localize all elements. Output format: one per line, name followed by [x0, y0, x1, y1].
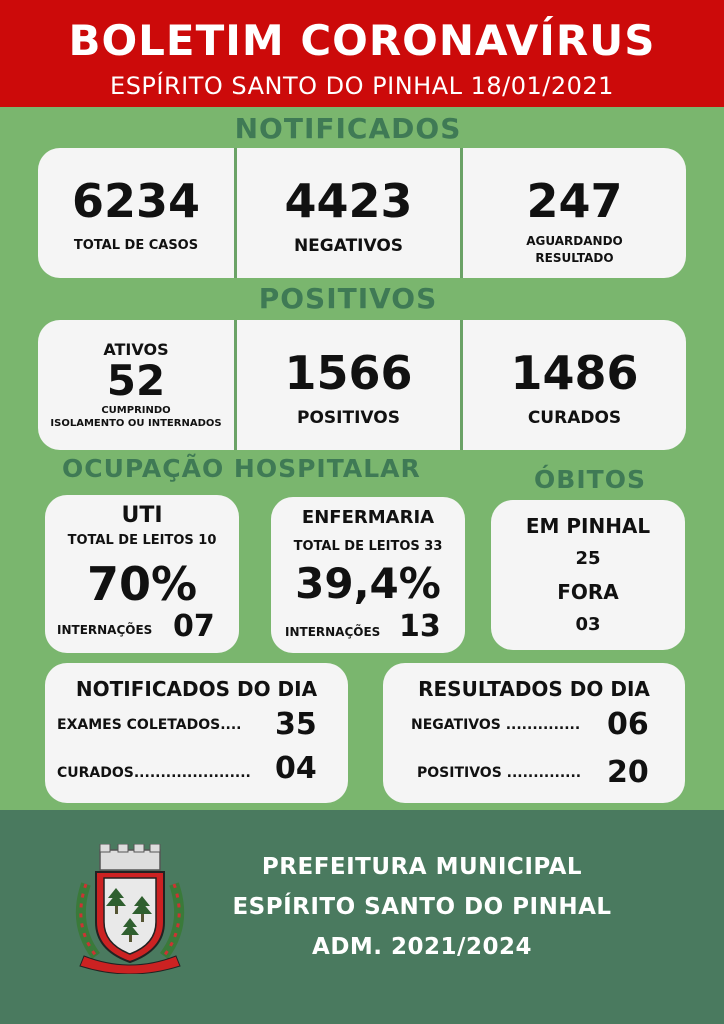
- crest-icon: [66, 844, 194, 974]
- footer: [0, 810, 724, 1024]
- resultados-negativos-value: 06: [607, 707, 649, 742]
- total-casos-value: 6234: [71, 174, 201, 228]
- enfermaria-title: ENFERMARIA: [301, 507, 435, 528]
- curados-dia-value: 04: [275, 751, 317, 786]
- curados-cell: [463, 346, 686, 428]
- resultados-dia-card: [383, 663, 685, 803]
- negativos-label: NEGATIVOS: [293, 236, 404, 256]
- total-casos-cell: [38, 174, 234, 253]
- curados-label: CURADOS: [527, 408, 622, 428]
- aguardando-label-line2: RESULTADO: [535, 251, 614, 265]
- footer-line-3: ADM. 2021/2024: [312, 934, 532, 960]
- page-subtitle: ESPÍRITO SANTO DO PINHAL 18/01/2021: [110, 72, 614, 100]
- obitos-fora-value: 03: [575, 614, 601, 635]
- negativos-cell: [237, 174, 460, 256]
- ativos-cell: [38, 340, 234, 429]
- notificados-dia-title: NOTIFICADOS DO DIA: [75, 677, 318, 701]
- enfermaria-leitos: TOTAL DE LEITOS 33: [293, 539, 443, 554]
- uti-percent: 70%: [86, 557, 198, 611]
- curados-dia-label: CURADOS......................: [57, 765, 251, 781]
- enfermaria-internacoes-value: 13: [399, 609, 441, 644]
- obitos-em-pinhal-label: EM PINHAL: [525, 514, 651, 538]
- notificados-card: [38, 148, 686, 278]
- positivos-cell: [237, 346, 460, 428]
- total-casos-label: TOTAL DE CASOS: [73, 238, 199, 253]
- footer-line-2: ESPÍRITO SANTO DO PINHAL: [232, 894, 612, 920]
- uti-internacoes-value: 07: [173, 609, 215, 644]
- curados-value: 1486: [510, 346, 639, 400]
- ativos-note-line1: CUMPRINDO: [101, 405, 171, 416]
- ativos-value: 52: [106, 356, 166, 405]
- positivos-card: [38, 320, 686, 450]
- ativos-note-line2: ISOLAMENTO OU INTERNADOS: [50, 418, 222, 429]
- resultados-negativos-label: NEGATIVOS ..............: [411, 717, 581, 733]
- header-banner: [0, 0, 724, 107]
- positivos-value: 1566: [284, 346, 413, 400]
- enfermaria-percent: 39,4%: [295, 559, 441, 608]
- section-title-obitos: ÓBITOS: [534, 465, 646, 494]
- aguardando-value: 247: [526, 174, 623, 228]
- aguardando-cell: [463, 174, 686, 265]
- exames-coletados-label: EXAMES COLETADOS....: [57, 717, 242, 733]
- enfermaria-internacoes-label: INTERNAÇÕES: [285, 625, 381, 639]
- uti-title: UTI: [121, 503, 163, 528]
- page-title: BOLETIM CORONAVÍRUS: [68, 16, 656, 65]
- uti-internacoes-label: INTERNAÇÕES: [57, 623, 153, 637]
- aguardando-label-line1: AGUARDANDO: [526, 234, 623, 248]
- notificados-dia-card: [45, 663, 348, 803]
- obitos-em-pinhal-value: 25: [575, 548, 601, 569]
- negativos-value: 4423: [284, 174, 413, 228]
- resultados-dia-title: RESULTADOS DO DIA: [418, 677, 650, 701]
- positivos-label: POSITIVOS: [297, 408, 400, 428]
- section-title-positivos: POSITIVOS: [258, 282, 438, 315]
- section-title-notificados: NOTIFICADOS: [234, 112, 462, 145]
- obitos-fora-label: FORA: [557, 580, 619, 604]
- resultados-positivos-value: 20: [607, 755, 649, 790]
- section-title-ocupacao: OCUPAÇÃO HOSPITALAR: [62, 454, 421, 483]
- exames-coletados-value: 35: [275, 707, 317, 742]
- uti-card: [45, 495, 239, 653]
- ativos-label: ATIVOS: [103, 340, 169, 359]
- uti-leitos: TOTAL DE LEITOS 10: [67, 533, 217, 548]
- resultados-positivos-label: POSITIVOS ..............: [417, 765, 582, 781]
- obitos-card: [491, 500, 685, 650]
- footer-line-1: PREFEITURA MUNICIPAL: [261, 854, 583, 880]
- enfermaria-card: [271, 497, 465, 653]
